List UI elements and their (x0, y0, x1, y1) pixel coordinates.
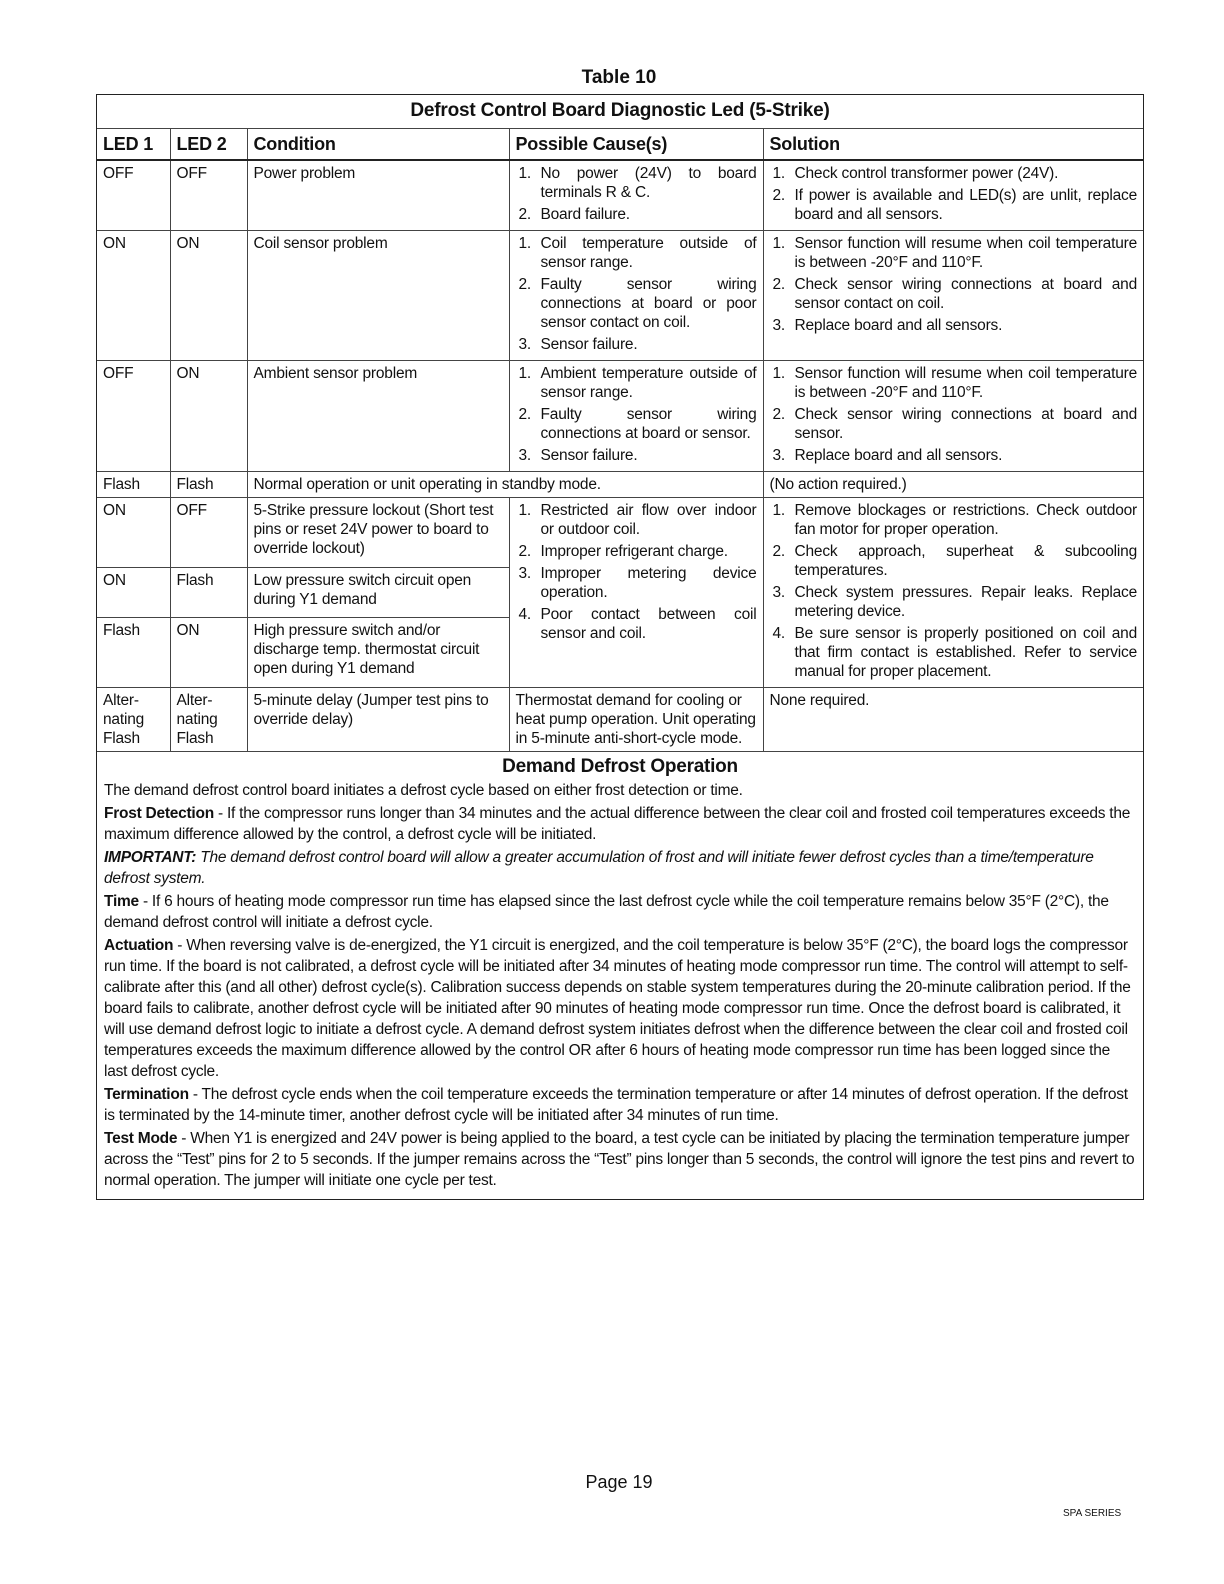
item-number: 2. (772, 543, 786, 560)
series-label: SPA SERIES (1063, 1508, 1122, 1519)
paragraph-lead: Test Mode (104, 1130, 178, 1147)
cause-list (516, 501, 757, 643)
led1-cell: OFF (97, 361, 170, 472)
page-number: Page 19 (585, 1472, 653, 1492)
item-number: 1. (518, 235, 532, 252)
diagnostic-led-table (97, 95, 1143, 752)
paragraph-lead: IMPORTANT: (104, 849, 197, 866)
section-paragraph (104, 803, 1136, 845)
solution-text: Check approach, superheat & subcooling temperatures. (794, 543, 1137, 579)
led2-cell: ON (170, 231, 247, 361)
item-number: 3. (518, 447, 532, 464)
solution-text: Be sure sensor is properly positioned on coil and that firm contact is established. Refer to service manual for proper placement. (794, 625, 1137, 680)
item-number: 3. (772, 584, 786, 601)
item-number: 4. (518, 606, 532, 623)
cause-cell: Thermostat demand for cooling or heat pump operation. Unit operating in 5-minute anti-short-cycle mode. (509, 688, 763, 752)
solution-item (770, 186, 1138, 224)
condition-cell: High pressure switch and/or discharge temp. thermostat circuit open during Y1 demand (247, 617, 509, 687)
item-number: 1. (772, 365, 786, 382)
solution-text: If power is available and LED(s) are unlit, replace board and all sensors. (794, 187, 1137, 223)
cause-cell (509, 231, 763, 361)
paragraph-lead: Actuation (104, 937, 174, 954)
cause-cell (509, 498, 763, 688)
led2-cell: OFF (170, 160, 247, 231)
solution-item (770, 446, 1138, 465)
solution-text: Remove blockages or restrictions. Check outdoor fan motor for proper operation. (794, 502, 1137, 538)
section-paragraph (104, 935, 1136, 1082)
solution-item (770, 624, 1138, 681)
led1-cell: OFF (97, 160, 170, 231)
solution-cell: None required. (763, 688, 1143, 752)
cause-text: Faulty sensor wiring connections at board or poor sensor contact on coil. (540, 276, 757, 331)
solution-item (770, 501, 1138, 539)
solution-text: Replace board and all sensors. (794, 317, 1003, 334)
demand-defrost-section (97, 752, 1143, 1199)
paragraph-text: - If 6 hours of heating mode compressor run time has elapsed since the last defrost cycle while the coil temperature remains below 35°F (2°C), the demand defrost control will initiate a defrost cycle. (104, 893, 1109, 931)
paragraph-text: - If the compressor runs longer than 34 minutes and the actual difference between the clear coil and frosted coil temperatures exceeds the maximum difference allowed by the control, a defrost cycle will be initiated. (104, 805, 1131, 843)
paragraph-text: - The defrost cycle ends when the coil temperature exceeds the termination temperature or after 14 minutes of defrost operation. If the defrost is terminated by the 14-minute timer, another defrost cycle will be initiated after 34 minutes of run time. (104, 1086, 1128, 1124)
cause-text: Sensor failure. (540, 336, 638, 353)
item-number: 2. (772, 187, 786, 204)
cause-text: Poor contact between coil sensor and coil. (540, 606, 757, 642)
cause-item (516, 164, 757, 202)
paragraph-text: The demand defrost control board will allow a greater accumulation of frost and will initiate fewer defrost cycles than a time/temperature defrost system. (104, 849, 1094, 887)
column-header: Possible Cause(s) (509, 129, 763, 161)
item-number: 1. (518, 365, 532, 382)
led1-cell: Flash (97, 617, 170, 687)
item-number: 2. (518, 276, 532, 293)
solution-list (770, 501, 1138, 681)
solution-text: Replace board and all sensors. (794, 447, 1003, 464)
cause-item (516, 405, 757, 443)
item-number: 3. (772, 317, 786, 334)
cause-text: Ambient temperature outside of sensor range. (540, 365, 757, 401)
item-number: 1. (772, 235, 786, 252)
solution-cell: (No action required.) (763, 472, 1143, 498)
item-number: 2. (772, 406, 786, 423)
condition-cell: Low pressure switch circuit open during Y1 demand (247, 568, 509, 617)
condition-cell: Normal operation or unit operating in standby mode. (247, 472, 763, 498)
led2-cell: Flash (170, 472, 247, 498)
led2-cell: Flash (170, 568, 247, 617)
cause-text: Improper refrigerant charge. (540, 543, 728, 560)
item-number: 3. (518, 565, 532, 582)
section-paragraph (104, 847, 1136, 889)
column-header: LED 2 (170, 129, 247, 161)
solution-list (770, 234, 1138, 335)
cause-item (516, 446, 757, 465)
cause-text: Board failure. (540, 206, 630, 223)
condition-cell: Ambient sensor problem (247, 361, 509, 472)
paragraph-lead: Frost Detection (104, 805, 214, 822)
led1-cell: ON (97, 231, 170, 361)
solution-list (770, 164, 1138, 224)
cause-text: Sensor failure. (540, 447, 638, 464)
paragraph-text: - When reversing valve is de-energized, the Y1 circuit is energized, and the coil temperature is below 35°F (2°C), the board logs the compressor run time. If the board is not calibrated, a defrost cycle will be initiated after 34 minutes of heating mode compressor run time. The control will attempt to self-calibrate after this (and all other) defrost cycle(s). Calibration success depends on stable system temperatures during the 20-minute calibration period. If the board fails to calibrate, another defrost cycle will be initiated after 90 minutes of heating mode compressor run time. Once the defrost board is calibrated, it will use demand defrost logic to initiate a defrost cycle. A demand defrost system initiates defrost when the difference between the clear coil and frosted coil temperatures exceeds the maximum difference allowed by the control OR after 6 hours of heating mode compressor run time has been logged since the last defrost cycle. (104, 937, 1131, 1080)
solution-item (770, 164, 1138, 183)
cause-list (516, 234, 757, 354)
condition-cell: Power problem (247, 160, 509, 231)
solution-item (770, 583, 1138, 621)
item-number: 4. (772, 625, 786, 642)
column-header: LED 1 (97, 129, 170, 161)
item-number: 2. (518, 543, 532, 560)
item-number: 1. (518, 165, 532, 182)
section-paragraph (104, 891, 1136, 933)
solution-cell (763, 160, 1143, 231)
led2-cell: Alter- nating Flash (170, 688, 247, 752)
cause-text: Restricted air flow over indoor or outdoor coil. (540, 502, 757, 538)
led2-cell: OFF (170, 498, 247, 568)
condition-cell: 5-minute delay (Jumper test pins to override delay) (247, 688, 509, 752)
item-number: 2. (772, 276, 786, 293)
cause-cell (509, 160, 763, 231)
item-number: 1. (772, 165, 786, 182)
solution-list (770, 364, 1138, 465)
paragraph-lead: Time (104, 893, 139, 910)
solution-cell (763, 361, 1143, 472)
cause-text: Improper metering device operation. (540, 565, 757, 601)
table-row (97, 688, 1143, 752)
cause-item (516, 605, 757, 643)
cause-item (516, 564, 757, 602)
cause-item (516, 205, 757, 224)
cause-list (516, 164, 757, 224)
section-intro: The demand defrost control board initiates a defrost cycle based on either frost detection or time. (104, 782, 743, 799)
paragraph-text: - When Y1 is energized and 24V power is being applied to the board, a test cycle can be initiated by placing the termination temperature jumper across the “Test” pins for 2 to 5 seconds. If the jumper remains across the “Test” pins longer than 5 seconds, the control will ignore the test pins and revert to normal operation. The jumper will initiate one cycle per test. (104, 1130, 1135, 1189)
paragraph-lead: Termination (104, 1086, 189, 1103)
table-row (97, 472, 1143, 498)
led1-cell: ON (97, 498, 170, 568)
cause-item (516, 275, 757, 332)
cause-text: Faulty sensor wiring connections at board or sensor. (540, 406, 757, 442)
led2-cell: ON (170, 617, 247, 687)
solution-text: Check system pressures. Repair leaks. Replace metering device. (794, 584, 1137, 620)
condition-cell: 5-Strike pressure lockout (Short test pins or reset 24V power to board to override lockout) (247, 498, 509, 568)
item-number: 1. (518, 502, 532, 519)
solution-text: Check sensor wiring connections at board and sensor. (794, 406, 1137, 442)
solution-item (770, 234, 1138, 272)
table-row (97, 231, 1143, 361)
column-header: Condition (247, 129, 509, 161)
cause-item (516, 364, 757, 402)
solution-item (770, 316, 1138, 335)
solution-item (770, 364, 1138, 402)
table-label: Table 10 (581, 67, 657, 88)
cause-item (516, 335, 757, 354)
solution-text: Check sensor wiring connections at board and sensor contact on coil. (794, 276, 1137, 312)
item-number: 3. (772, 447, 786, 464)
table-caption: Defrost Control Board Diagnostic Led (5-Strike) (97, 95, 1143, 129)
cause-item (516, 234, 757, 272)
diagnostic-table-frame (96, 94, 1144, 1200)
cause-cell (509, 361, 763, 472)
column-header: Solution (763, 129, 1143, 161)
item-number: 3. (518, 336, 532, 353)
led1-cell: ON (97, 568, 170, 617)
led2-cell: ON (170, 361, 247, 472)
solution-text: Check control transformer power (24V). (794, 165, 1059, 182)
item-number: 2. (518, 406, 532, 423)
solution-cell (763, 231, 1143, 361)
table-row (97, 498, 1143, 568)
led1-cell: Alter- nating Flash (97, 688, 170, 752)
condition-cell: Coil sensor problem (247, 231, 509, 361)
solution-cell (763, 498, 1143, 688)
cause-item (516, 501, 757, 539)
solution-text: Sensor function will resume when coil temperature is between -20°F and 110°F. (794, 365, 1137, 401)
cause-item (516, 542, 757, 561)
item-number: 1. (772, 502, 786, 519)
cause-list (516, 364, 757, 465)
table-row (97, 361, 1143, 472)
led1-cell: Flash (97, 472, 170, 498)
section-heading: Demand Defrost Operation (502, 756, 738, 777)
section-paragraph (104, 1128, 1136, 1191)
solution-item (770, 542, 1138, 580)
solution-item (770, 405, 1138, 443)
table-row (97, 160, 1143, 231)
cause-text: No power (24V) to board terminals R & C. (540, 165, 757, 201)
solution-item (770, 275, 1138, 313)
section-paragraph (104, 1084, 1136, 1126)
cause-text: Coil temperature outside of sensor range. (540, 235, 757, 271)
solution-text: Sensor function will resume when coil temperature is between -20°F and 110°F. (794, 235, 1137, 271)
item-number: 2. (518, 206, 532, 223)
